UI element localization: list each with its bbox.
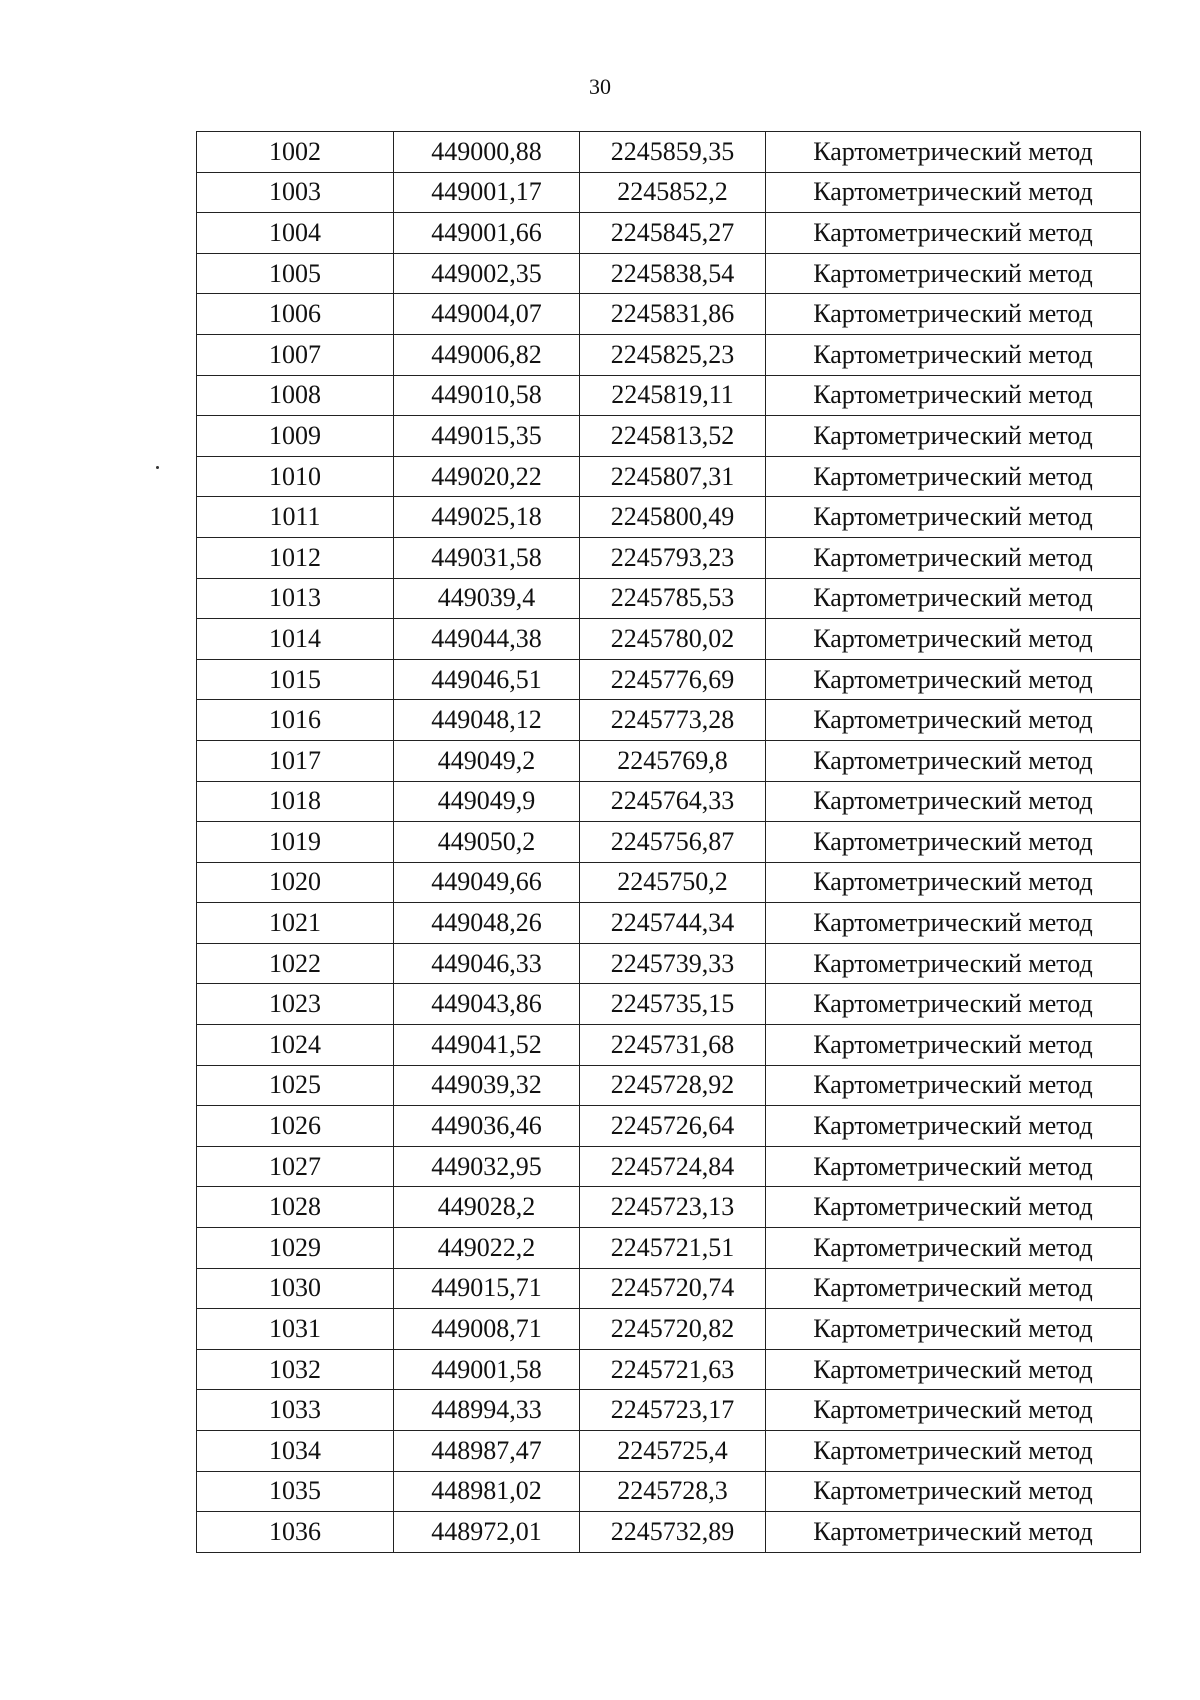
x-coordinate-cell: 449043,86 [394, 984, 580, 1025]
y-coordinate-cell: 2245773,28 [580, 700, 766, 741]
x-coordinate-cell: 449050,2 [394, 822, 580, 863]
x-coordinate-cell: 449025,18 [394, 497, 580, 538]
x-coordinate-cell: 449046,33 [394, 943, 580, 984]
table-row [197, 294, 1141, 335]
y-coordinate-cell: 2245776,69 [580, 659, 766, 700]
point-number-cell: 1029 [197, 1228, 394, 1269]
y-coordinate-cell: 2245845,27 [580, 213, 766, 254]
x-coordinate-cell: 449020,22 [394, 456, 580, 497]
x-coordinate-cell: 449000,88 [394, 132, 580, 173]
table-row [197, 1471, 1141, 1512]
method-cell: Картометрический метод [766, 822, 1141, 863]
coordinates-table-body [197, 132, 1141, 1553]
x-coordinate-cell: 449001,17 [394, 172, 580, 213]
x-coordinate-cell: 448972,01 [394, 1512, 580, 1553]
point-number-cell: 1014 [197, 619, 394, 660]
x-coordinate-cell: 449001,66 [394, 213, 580, 254]
point-number-cell: 1013 [197, 578, 394, 619]
y-coordinate-cell: 2245728,92 [580, 1065, 766, 1106]
table-row [197, 1309, 1141, 1350]
y-coordinate-cell: 2245831,86 [580, 294, 766, 335]
method-cell: Картометрический метод [766, 1268, 1141, 1309]
point-number-cell: 1031 [197, 1309, 394, 1350]
table-row [197, 700, 1141, 741]
point-number-cell: 1028 [197, 1187, 394, 1228]
point-number-cell: 1010 [197, 456, 394, 497]
table-row [197, 1187, 1141, 1228]
method-cell: Картометрический метод [766, 659, 1141, 700]
point-number-cell: 1012 [197, 537, 394, 578]
method-cell: Картометрический метод [766, 1065, 1141, 1106]
x-coordinate-cell: 449032,95 [394, 1146, 580, 1187]
table-row [197, 619, 1141, 660]
point-number-cell: 1021 [197, 903, 394, 944]
y-coordinate-cell: 2245852,2 [580, 172, 766, 213]
y-coordinate-cell: 2245838,54 [580, 253, 766, 294]
point-number-cell: 1006 [197, 294, 394, 335]
table-row [197, 456, 1141, 497]
method-cell: Картометрический метод [766, 578, 1141, 619]
point-number-cell: 1018 [197, 781, 394, 822]
method-cell: Картометрический метод [766, 862, 1141, 903]
y-coordinate-cell: 2245723,13 [580, 1187, 766, 1228]
method-cell: Картометрический метод [766, 1390, 1141, 1431]
method-cell: Картометрический метод [766, 456, 1141, 497]
y-coordinate-cell: 2245723,17 [580, 1390, 766, 1431]
point-number-cell: 1009 [197, 416, 394, 457]
table-row [197, 1431, 1141, 1472]
table-row [197, 253, 1141, 294]
y-coordinate-cell: 2245732,89 [580, 1512, 766, 1553]
method-cell: Картометрический метод [766, 294, 1141, 335]
table-row [197, 984, 1141, 1025]
method-cell: Картометрический метод [766, 132, 1141, 173]
table-row [197, 497, 1141, 538]
y-coordinate-cell: 2245731,68 [580, 1025, 766, 1066]
y-coordinate-cell: 2245800,49 [580, 497, 766, 538]
point-number-cell: 1008 [197, 375, 394, 416]
point-number-cell: 1034 [197, 1431, 394, 1472]
table-row [197, 1228, 1141, 1269]
y-coordinate-cell: 2245721,51 [580, 1228, 766, 1269]
y-coordinate-cell: 2245725,4 [580, 1431, 766, 1472]
y-coordinate-cell: 2245756,87 [580, 822, 766, 863]
method-cell: Картометрический метод [766, 1228, 1141, 1269]
x-coordinate-cell: 449008,71 [394, 1309, 580, 1350]
table-row [197, 132, 1141, 173]
point-number-cell: 1016 [197, 700, 394, 741]
method-cell: Картометрический метод [766, 1471, 1141, 1512]
table-row [197, 1512, 1141, 1553]
table-row [197, 578, 1141, 619]
point-number-cell: 1022 [197, 943, 394, 984]
x-coordinate-cell: 448987,47 [394, 1431, 580, 1472]
x-coordinate-cell: 449015,71 [394, 1268, 580, 1309]
point-number-cell: 1026 [197, 1106, 394, 1147]
point-number-cell: 1035 [197, 1471, 394, 1512]
y-coordinate-cell: 2245735,15 [580, 984, 766, 1025]
method-cell: Картометрический метод [766, 1146, 1141, 1187]
point-number-cell: 1019 [197, 822, 394, 863]
point-number-cell: 1030 [197, 1268, 394, 1309]
method-cell: Картометрический метод [766, 740, 1141, 781]
y-coordinate-cell: 2245721,63 [580, 1349, 766, 1390]
coordinates-table [196, 131, 1141, 1553]
point-number-cell: 1003 [197, 172, 394, 213]
method-cell: Картометрический метод [766, 943, 1141, 984]
point-number-cell: 1011 [197, 497, 394, 538]
x-coordinate-cell: 449001,58 [394, 1349, 580, 1390]
x-coordinate-cell: 449046,51 [394, 659, 580, 700]
table-row [197, 1065, 1141, 1106]
y-coordinate-cell: 2245785,53 [580, 578, 766, 619]
x-coordinate-cell: 449049,2 [394, 740, 580, 781]
table-row [197, 1146, 1141, 1187]
y-coordinate-cell: 2245720,82 [580, 1309, 766, 1350]
point-number-cell: 1025 [197, 1065, 394, 1106]
x-coordinate-cell: 449048,26 [394, 903, 580, 944]
table-row [197, 334, 1141, 375]
x-coordinate-cell: 449049,66 [394, 862, 580, 903]
method-cell: Картометрический метод [766, 700, 1141, 741]
y-coordinate-cell: 2245728,3 [580, 1471, 766, 1512]
x-coordinate-cell: 449049,9 [394, 781, 580, 822]
scan-artifact-dot [156, 466, 159, 469]
point-number-cell: 1007 [197, 334, 394, 375]
x-coordinate-cell: 448994,33 [394, 1390, 580, 1431]
method-cell: Картометрический метод [766, 375, 1141, 416]
point-number-cell: 1004 [197, 213, 394, 254]
table-row [197, 1268, 1141, 1309]
y-coordinate-cell: 2245720,74 [580, 1268, 766, 1309]
method-cell: Картометрический метод [766, 619, 1141, 660]
table-row [197, 375, 1141, 416]
point-number-cell: 1024 [197, 1025, 394, 1066]
x-coordinate-cell: 449006,82 [394, 334, 580, 375]
method-cell: Картометрический метод [766, 1025, 1141, 1066]
table-row [197, 659, 1141, 700]
table-row [197, 1349, 1141, 1390]
y-coordinate-cell: 2245764,33 [580, 781, 766, 822]
x-coordinate-cell: 449039,32 [394, 1065, 580, 1106]
method-cell: Картометрический метод [766, 213, 1141, 254]
x-coordinate-cell: 449028,2 [394, 1187, 580, 1228]
y-coordinate-cell: 2245724,84 [580, 1146, 766, 1187]
y-coordinate-cell: 2245750,2 [580, 862, 766, 903]
table-row [197, 416, 1141, 457]
x-coordinate-cell: 449004,07 [394, 294, 580, 335]
method-cell: Картометрический метод [766, 1431, 1141, 1472]
method-cell: Картометрический метод [766, 253, 1141, 294]
y-coordinate-cell: 2245780,02 [580, 619, 766, 660]
point-number-cell: 1002 [197, 132, 394, 173]
method-cell: Картометрический метод [766, 903, 1141, 944]
y-coordinate-cell: 2245807,31 [580, 456, 766, 497]
point-number-cell: 1036 [197, 1512, 394, 1553]
y-coordinate-cell: 2245744,34 [580, 903, 766, 944]
point-number-cell: 1005 [197, 253, 394, 294]
method-cell: Картометрический метод [766, 1512, 1141, 1553]
table-row [197, 213, 1141, 254]
point-number-cell: 1023 [197, 984, 394, 1025]
table-row [197, 1025, 1141, 1066]
x-coordinate-cell: 449031,58 [394, 537, 580, 578]
method-cell: Картометрический метод [766, 537, 1141, 578]
table-row [197, 903, 1141, 944]
x-coordinate-cell: 448981,02 [394, 1471, 580, 1512]
x-coordinate-cell: 449002,35 [394, 253, 580, 294]
point-number-cell: 1015 [197, 659, 394, 700]
method-cell: Картометрический метод [766, 984, 1141, 1025]
y-coordinate-cell: 2245739,33 [580, 943, 766, 984]
table-row [197, 862, 1141, 903]
y-coordinate-cell: 2245726,64 [580, 1106, 766, 1147]
y-coordinate-cell: 2245769,8 [580, 740, 766, 781]
method-cell: Картометрический метод [766, 416, 1141, 457]
x-coordinate-cell: 449039,4 [394, 578, 580, 619]
y-coordinate-cell: 2245859,35 [580, 132, 766, 173]
method-cell: Картометрический метод [766, 1187, 1141, 1228]
method-cell: Картометрический метод [766, 497, 1141, 538]
point-number-cell: 1027 [197, 1146, 394, 1187]
x-coordinate-cell: 449041,52 [394, 1025, 580, 1066]
method-cell: Картометрический метод [766, 172, 1141, 213]
y-coordinate-cell: 2245825,23 [580, 334, 766, 375]
x-coordinate-cell: 449022,2 [394, 1228, 580, 1269]
method-cell: Картометрический метод [766, 334, 1141, 375]
table-row [197, 172, 1141, 213]
table-row [197, 1106, 1141, 1147]
method-cell: Картометрический метод [766, 1106, 1141, 1147]
x-coordinate-cell: 449044,38 [394, 619, 580, 660]
page-number: 30 [589, 74, 611, 99]
table-row [197, 822, 1141, 863]
point-number-cell: 1017 [197, 740, 394, 781]
y-coordinate-cell: 2245813,52 [580, 416, 766, 457]
x-coordinate-cell: 449048,12 [394, 700, 580, 741]
method-cell: Картометрический метод [766, 1309, 1141, 1350]
table-row [197, 1390, 1141, 1431]
x-coordinate-cell: 449010,58 [394, 375, 580, 416]
y-coordinate-cell: 2245819,11 [580, 375, 766, 416]
table-row [197, 781, 1141, 822]
table-row [197, 537, 1141, 578]
method-cell: Картометрический метод [766, 781, 1141, 822]
table-row [197, 740, 1141, 781]
x-coordinate-cell: 449015,35 [394, 416, 580, 457]
table-row [197, 943, 1141, 984]
point-number-cell: 1032 [197, 1349, 394, 1390]
y-coordinate-cell: 2245793,23 [580, 537, 766, 578]
method-cell: Картометрический метод [766, 1349, 1141, 1390]
point-number-cell: 1033 [197, 1390, 394, 1431]
x-coordinate-cell: 449036,46 [394, 1106, 580, 1147]
point-number-cell: 1020 [197, 862, 394, 903]
